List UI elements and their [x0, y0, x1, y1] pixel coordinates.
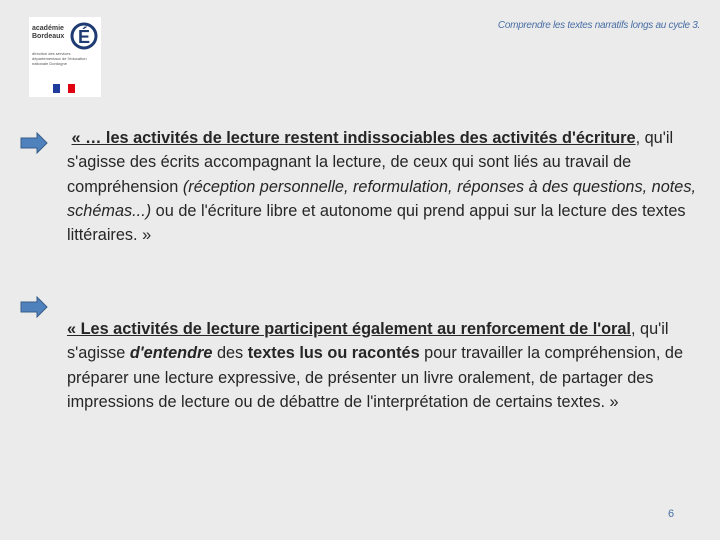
- svg-text:É: É: [77, 27, 91, 47]
- quote-text: pour travailler la compréhension, de préparer une lecture expressive, de présenter un livre oralement, de partager des impressions de lecture ou de débattre de l'interprétation de certains textes. »: [67, 344, 684, 411]
- underlined-phrase: « … les activités de lecture restent indissociables des activités d'écriture: [71, 129, 636, 147]
- arrow-right-icon: [20, 132, 48, 154]
- quote-text: des: [212, 344, 248, 363]
- quote-paragraph-oral: [67, 317, 703, 414]
- logo-subtitle: direction des services départementaux de l'éducation nationale Dordogne: [32, 51, 87, 66]
- underlined-phrase: « Les activités de lecture participent également au renforcement de l'oral: [67, 320, 631, 338]
- republique-flag-icon: [53, 84, 75, 93]
- academie-logo: [29, 17, 101, 97]
- quote-text: , qu'il s'agisse des écrits accompagnant la lecture, de ceux qui sont liés au travail de compréhension: [67, 129, 674, 196]
- arrow-right-icon: [20, 296, 48, 318]
- bold-phrase: textes lus ou racontés: [247, 344, 420, 363]
- presentation-title: Comprendre les textes narratifs longs au cycle 3.: [497, 20, 700, 31]
- quote-text: ou de l'écriture libre et autonome qui prend appui sur la lecture des textes littéraires. »: [67, 201, 686, 245]
- logo-name: académie Bordeaux: [32, 25, 65, 40]
- bold-italic-phrase: d'entendre: [129, 344, 213, 363]
- italic-phrase: (réception personnelle, reformulation, réponses à des questions, notes, schémas...): [67, 177, 697, 220]
- quote-paragraph-writing: [67, 126, 703, 247]
- academie-e-icon: [69, 20, 99, 50]
- quote-text: , qu'il s'agisse: [67, 320, 669, 363]
- page-number: 6: [668, 508, 675, 520]
